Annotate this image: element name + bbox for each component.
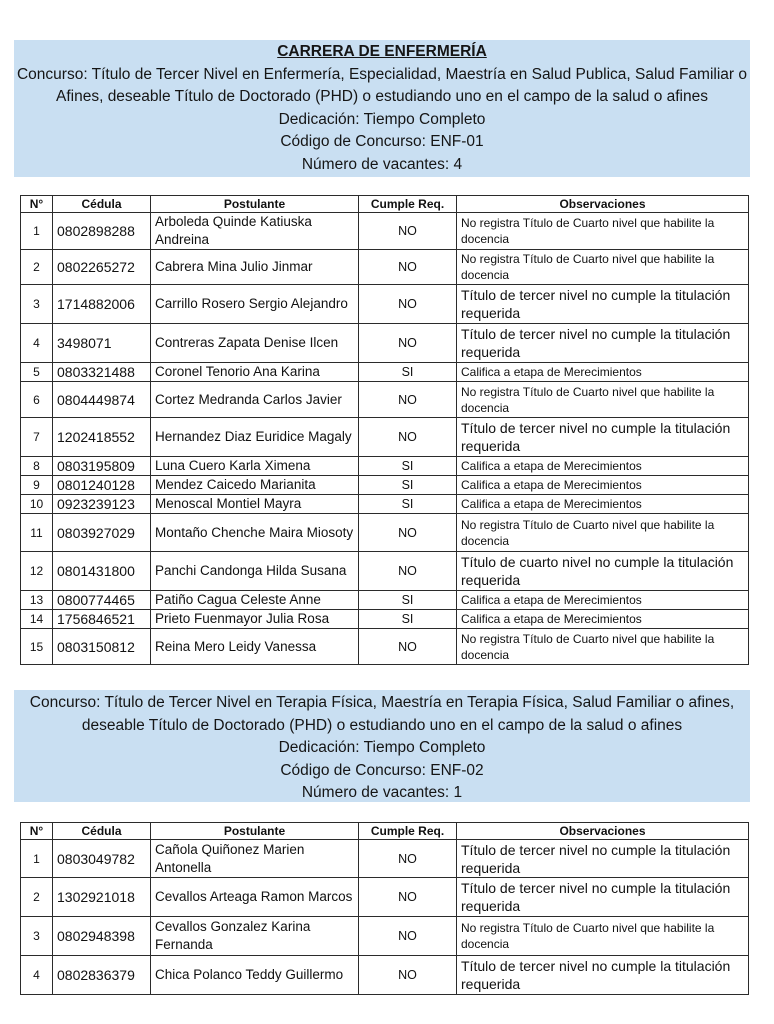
column-header-observaciones: Observaciones bbox=[457, 823, 749, 840]
cedula-cell: 0803049782 bbox=[53, 840, 151, 878]
table-row bbox=[21, 285, 749, 324]
observations-cell: Califica a etapa de Merecimientos bbox=[457, 591, 749, 610]
applicant-name-cell: Coronel Tenorio Ana Karina bbox=[151, 363, 359, 382]
cedula-cell: 0802948398 bbox=[53, 917, 151, 956]
meets-requirements-cell: NO bbox=[359, 917, 457, 956]
applicant-name-cell: Mendez Caicedo Marianita bbox=[151, 476, 359, 495]
column-header-cumple: Cumple Req. bbox=[359, 196, 457, 213]
cedula-cell: 0803927029 bbox=[53, 514, 151, 552]
contest-header-enf-02 bbox=[14, 690, 750, 802]
table-row bbox=[21, 552, 749, 591]
table-row bbox=[21, 514, 749, 552]
column-header-postulante: Postulante bbox=[151, 823, 359, 840]
applicant-name-cell: Cevallos Gonzalez Karina Fernanda bbox=[151, 917, 359, 956]
meets-requirements-cell: SI bbox=[359, 495, 457, 514]
dedication-text: Dedicación: Tiempo Completo bbox=[278, 739, 486, 757]
table-body bbox=[21, 213, 749, 665]
meets-requirements-cell: SI bbox=[359, 363, 457, 382]
observations-cell: Título de tercer nivel no cumple la titulación requerida bbox=[457, 418, 749, 457]
applicant-name-cell: Cevallos Arteaga Ramon Marcos bbox=[151, 878, 359, 917]
applicant-name-cell: Arboleda Quinde Katiuska Andreina bbox=[151, 213, 359, 250]
table-row bbox=[21, 363, 749, 382]
row-number: 15 bbox=[21, 629, 53, 665]
row-number: 8 bbox=[21, 457, 53, 476]
meets-requirements-cell: NO bbox=[359, 552, 457, 591]
applicant-name-cell: Contreras Zapata Denise Ilcen bbox=[151, 324, 359, 363]
row-number: 12 bbox=[21, 552, 53, 591]
observations-cell: Califica a etapa de Merecimientos bbox=[457, 495, 749, 514]
applicant-name-cell: Luna Cuero Karla Ximena bbox=[151, 457, 359, 476]
table-row bbox=[21, 382, 749, 418]
row-number: 10 bbox=[21, 495, 53, 514]
contest-header-enf-01 bbox=[14, 40, 750, 177]
observations-cell: No registra Título de Cuarto nivel que habilite la docencia bbox=[457, 917, 749, 956]
meets-requirements-cell: SI bbox=[359, 476, 457, 495]
applicant-name-cell: Reina Mero Leidy Vanessa bbox=[151, 629, 359, 665]
cedula-cell: 1714882006 bbox=[53, 285, 151, 324]
row-number: 13 bbox=[21, 591, 53, 610]
applicant-name-cell: Cabrera Mina Julio Jinmar bbox=[151, 250, 359, 285]
table-row bbox=[21, 917, 749, 956]
row-number: 4 bbox=[21, 324, 53, 363]
applicant-name-cell: Chica Polanco Teddy Guillermo bbox=[151, 956, 359, 995]
observations-cell: No registra Título de Cuarto nivel que habilite la docencia bbox=[457, 382, 749, 418]
contest-code-text: Código de Concurso: ENF-01 bbox=[280, 133, 484, 151]
meets-requirements-cell: NO bbox=[359, 324, 457, 363]
meets-requirements-cell: NO bbox=[359, 956, 457, 995]
table-row bbox=[21, 878, 749, 917]
cedula-cell: 0803195809 bbox=[53, 457, 151, 476]
meets-requirements-cell: NO bbox=[359, 629, 457, 665]
meets-requirements-cell: NO bbox=[359, 418, 457, 457]
cedula-cell: 0923239123 bbox=[53, 495, 151, 514]
column-header-number: N° bbox=[21, 196, 53, 213]
vacancies-text: Número de vacantes: 4 bbox=[301, 155, 463, 173]
meets-requirements-cell: SI bbox=[359, 591, 457, 610]
applicant-name-cell: Menoscal Montiel Mayra bbox=[151, 495, 359, 514]
meets-requirements-cell: NO bbox=[359, 285, 457, 324]
meets-requirements-cell: NO bbox=[359, 514, 457, 552]
observations-cell: Califica a etapa de Merecimientos bbox=[457, 457, 749, 476]
row-number: 5 bbox=[21, 363, 53, 382]
row-number: 9 bbox=[21, 476, 53, 495]
cedula-cell: 3498071 bbox=[53, 324, 151, 363]
applicant-name-cell: Panchi Candonga Hilda Susana bbox=[151, 552, 359, 591]
cedula-cell: 1756846521 bbox=[53, 610, 151, 629]
column-header-cumple: Cumple Req. bbox=[359, 823, 457, 840]
observations-cell: No registra Título de Cuarto nivel que habilite la docencia bbox=[457, 629, 749, 665]
career-heading: CARRERA DE ENFERMERÍA bbox=[277, 43, 487, 60]
column-header-observaciones: Observaciones bbox=[457, 196, 749, 213]
table-header-row bbox=[21, 196, 749, 213]
table-row bbox=[21, 213, 749, 250]
observations-cell: Título de tercer nivel no cumple la titulación requerida bbox=[457, 878, 749, 917]
observations-cell: No registra Título de Cuarto nivel que habilite la docencia bbox=[457, 514, 749, 552]
observations-cell: Título de tercer nivel no cumple la titulación requerida bbox=[457, 324, 749, 363]
table-header-row bbox=[21, 823, 749, 840]
dedication-text: Dedicación: Tiempo Completo bbox=[278, 110, 486, 128]
contest-description-line-1: Concurso: Título de Tercer Nivel en Terapia Física, Maestría en Terapia Física, Salud Familiar o afines, bbox=[29, 694, 735, 711]
row-number: 2 bbox=[21, 878, 53, 917]
vacancies-text: Número de vacantes: 1 bbox=[301, 784, 463, 802]
applicant-name-cell: Cañola Quiñonez Marien Antonella bbox=[151, 840, 359, 878]
cedula-cell: 1202418552 bbox=[53, 418, 151, 457]
observations-cell: Título de tercer nivel no cumple la titulación requerida bbox=[457, 285, 749, 324]
cedula-cell: 0803150812 bbox=[53, 629, 151, 665]
applicant-name-cell: Hernandez Diaz Euridice Magaly bbox=[151, 418, 359, 457]
column-header-cedula: Cédula bbox=[53, 196, 151, 213]
table-row bbox=[21, 457, 749, 476]
row-number: 11 bbox=[21, 514, 53, 552]
row-number: 3 bbox=[21, 285, 53, 324]
observations-cell: Título de tercer nivel no cumple la titulación requerida bbox=[457, 840, 749, 878]
table-row bbox=[21, 591, 749, 610]
row-number: 1 bbox=[21, 840, 53, 878]
column-header-number: N° bbox=[21, 823, 53, 840]
cedula-cell: 0802836379 bbox=[53, 956, 151, 995]
row-number: 14 bbox=[21, 610, 53, 629]
table-row bbox=[21, 629, 749, 665]
observations-cell: Califica a etapa de Merecimientos bbox=[457, 610, 749, 629]
table-row bbox=[21, 476, 749, 495]
row-number: 1 bbox=[21, 213, 53, 250]
applicants-table-enf-01 bbox=[20, 195, 749, 665]
cedula-cell: 0801431800 bbox=[53, 552, 151, 591]
meets-requirements-cell: SI bbox=[359, 610, 457, 629]
observations-cell: Califica a etapa de Merecimientos bbox=[457, 363, 749, 382]
row-number: 6 bbox=[21, 382, 53, 418]
table-row bbox=[21, 956, 749, 995]
cedula-cell: 0800774465 bbox=[53, 591, 151, 610]
table-row bbox=[21, 610, 749, 629]
row-number: 3 bbox=[21, 917, 53, 956]
meets-requirements-cell: NO bbox=[359, 878, 457, 917]
contest-description-line-2: Afines, deseable Título de Doctorado (PHD) o estudiando uno en el campo de la salud o afines bbox=[56, 88, 708, 106]
row-number: 7 bbox=[21, 418, 53, 457]
contest-code-text: Código de Concurso: ENF-02 bbox=[280, 761, 484, 779]
row-number: 4 bbox=[21, 956, 53, 995]
table-row bbox=[21, 495, 749, 514]
contest-description-line-2: deseable Título de Doctorado (PHD) o estudiando uno en el campo de la salud o afines bbox=[81, 716, 683, 734]
applicant-name-cell: Cortez Medranda Carlos Javier bbox=[151, 382, 359, 418]
row-number: 2 bbox=[21, 250, 53, 285]
observations-cell: No registra Título de Cuarto nivel que habilite la docencia bbox=[457, 250, 749, 285]
cedula-cell: 0804449874 bbox=[53, 382, 151, 418]
table-row bbox=[21, 840, 749, 878]
column-header-postulante: Postulante bbox=[151, 196, 359, 213]
observations-cell: Título de tercer nivel no cumple la titulación requerida bbox=[457, 956, 749, 995]
applicant-name-cell: Prieto Fuenmayor Julia Rosa bbox=[151, 610, 359, 629]
meets-requirements-cell: NO bbox=[359, 250, 457, 285]
table-body bbox=[21, 840, 749, 995]
applicant-name-cell: Montaño Chenche Maira Miosoty bbox=[151, 514, 359, 552]
table-row bbox=[21, 324, 749, 363]
meets-requirements-cell: NO bbox=[359, 213, 457, 250]
table-row bbox=[21, 250, 749, 285]
cedula-cell: 1302921018 bbox=[53, 878, 151, 917]
column-header-cedula: Cédula bbox=[53, 823, 151, 840]
applicant-name-cell: Carrillo Rosero Sergio Alejandro bbox=[151, 285, 359, 324]
cedula-cell: 0802898288 bbox=[53, 213, 151, 250]
cedula-cell: 0803321488 bbox=[53, 363, 151, 382]
meets-requirements-cell: NO bbox=[359, 382, 457, 418]
observations-cell: Califica a etapa de Merecimientos bbox=[457, 476, 749, 495]
cedula-cell: 0802265272 bbox=[53, 250, 151, 285]
applicant-name-cell: Patiño Cagua Celeste Anne bbox=[151, 591, 359, 610]
contest-description-line-1: Concurso: Título de Tercer Nivel en Enfermería, Especialidad, Maestría en Salud Publica, Salud Familiar o bbox=[16, 65, 747, 83]
cedula-cell: 0801240128 bbox=[53, 476, 151, 495]
observations-cell: No registra Título de Cuarto nivel que habilite la docencia bbox=[457, 213, 749, 250]
applicants-table-enf-02 bbox=[20, 822, 749, 995]
table-row bbox=[21, 418, 749, 457]
meets-requirements-cell: NO bbox=[359, 840, 457, 878]
observations-cell: Título de cuarto nivel no cumple la titulación requerida bbox=[457, 552, 749, 591]
meets-requirements-cell: SI bbox=[359, 457, 457, 476]
